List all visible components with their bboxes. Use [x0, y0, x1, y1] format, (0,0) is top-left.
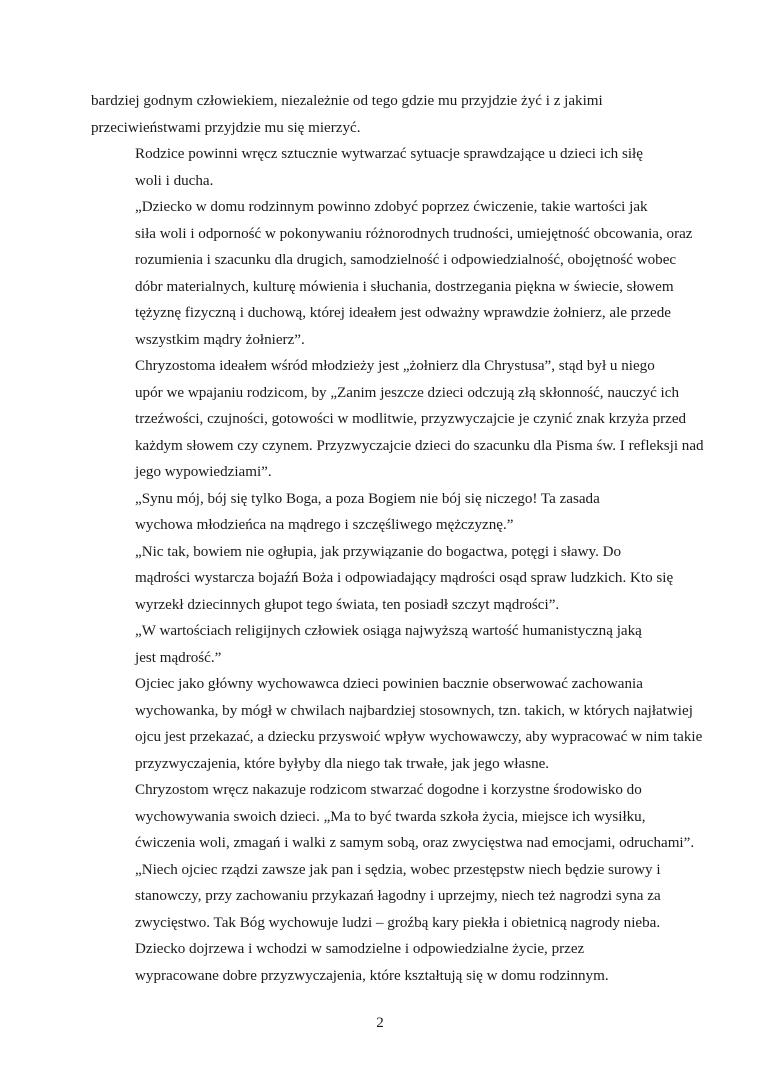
- text-line: każdym słowem czy czynem. Przyzwyczajcie dzieci do szacunku dla Pisma św. I refleksji nad: [135, 437, 704, 454]
- text-line: jest mądrość.”: [135, 649, 222, 666]
- text-line: dóbr materialnych, kulturę mówienia i słuchania, dostrzegania piękna w świecie, słowem: [135, 278, 674, 295]
- paragraph: [91, 936, 669, 989]
- paragraph: [91, 194, 693, 353]
- text-line: Dziecko dojrzewa i wchodzi w samodzielne i odpowiedzialne życie, przez: [135, 941, 585, 957]
- text-line: Rodzice powinni wręcz sztucznie wytwarzać sytuacje sprawdzające u dzieci ich siłę: [135, 146, 643, 162]
- text-line: stanowczy, przy zachowaniu przykazań łagodny i uprzejmy, niech też nagrodzi syna za: [135, 888, 661, 904]
- text-line: upór we wpajaniu rodzicom, by „Zanim jeszcze dzieci odczują złą skłonność, nauczyć ich: [135, 384, 679, 401]
- paragraph: [91, 486, 669, 539]
- text-line: Chryzostoma ideałem wśród młodzieży jest „żołnierz dla Chrystusa”, stąd był u niego: [135, 358, 655, 374]
- text-line: woli i ducha.: [135, 172, 214, 189]
- text-line: wypracowane dobre przyzwyczajenia, które kształtują się w domu rodzinnym.: [135, 967, 609, 984]
- text-line: zwycięstwo. Tak Bóg wychowuje ludzi – groźbą kary piekła i obietnicą nagrody nieba.: [135, 914, 661, 931]
- paragraph: [91, 141, 669, 194]
- text-line: mądrości wystarcza bojaźń Boża i odpowiadający mądrości osąd spraw ludzkich. Kto się: [135, 570, 674, 586]
- paragraph: [91, 353, 704, 486]
- text-line: przyzwyczajenia, które byłyby dla niego tak trwałe, jak jego własne.: [135, 755, 550, 772]
- text-line: tężyznę fizyczną i duchową, której ideałem jest odważny wprawdzie żołnierz, ale przede: [135, 305, 671, 321]
- paragraph: [91, 539, 674, 619]
- paragraph: [91, 777, 695, 936]
- paragraph: [91, 618, 669, 671]
- text-line: trzeźwości, czujności, gotowości w modlitwie, przyzwyczajcie je czynić znak krzyża przed: [135, 411, 687, 427]
- text-line: Chryzostom wręcz nakazuje rodzicom stwarzać dogodne i korzystne środowisko do: [135, 782, 642, 798]
- page-number: 2: [376, 1015, 384, 1031]
- text-line: wszystkim mądry żołnierz”.: [135, 331, 305, 348]
- text-line: rozumienia i szacunku dla drugich, samodzielność i odpowiedzialność, obojętność wobec: [135, 252, 677, 268]
- text-line: „Dziecko w domu rodzinnym powinno zdobyć poprzez ćwiczenie, takie wartości jak: [135, 199, 648, 215]
- text-line: wychowanka, by mógł w chwilach najbardziej stosownych, tzn. takich, w których najłatwiej: [135, 702, 693, 719]
- paragraph: [91, 671, 703, 777]
- text-line: wyrzekł dziecinnych głupot tego świata, ten posiadł szczyt mądrości”.: [135, 596, 560, 613]
- text-line: przeciwieństwami przyjdzie mu się mierzyć.: [91, 119, 361, 136]
- text-line: ojcu jest przekazać, a dziecku przyswoić wpływ wychowawczy, aby wypracować w nim takie: [135, 729, 703, 745]
- text-line: „Nic tak, bowiem nie ogłupia, jak przywiązanie do bogactwa, potęgi i sławy. Do: [135, 543, 622, 560]
- text-line: Ojciec jako główny wychowawca dzieci powinien bacznie obserwować zachowania: [135, 676, 643, 692]
- text-line: „Niech ojciec rządzi zawsze jak pan i sędzia, wobec przestępstw niech będzie surowy i: [135, 861, 661, 878]
- text-line: ćwiczenia woli, zmagań i walki z samym sobą, oraz zwycięstwa nad emocjami, odruchami”.: [135, 835, 695, 851]
- text-line: „Synu mój, bój się tylko Boga, a poza Bogiem nie bój się niczego! Ta zasada: [135, 490, 600, 507]
- text-line: „W wartościach religijnych człowiek osiąga najwyższą wartość humanistyczną jaką: [135, 623, 642, 639]
- text-line: jego wypowiedziami”.: [135, 464, 272, 480]
- text-line: siła woli i odporność w pokonywaniu różnorodnych trudności, umiejętność obcowania, oraz: [135, 225, 693, 242]
- paragraph: [91, 88, 669, 141]
- text-line: wychowywania swoich dzieci. „Ma to być twarda szkoła życia, miejsce ich wysiłku,: [135, 808, 646, 825]
- document-body: [91, 88, 704, 989]
- text-line: bardziej godnym człowiekiem, niezależnie od tego gdzie mu przyjdzie żyć i z jakimi: [91, 93, 603, 109]
- text-line: wychowa młodzieńca na mądrego i szczęśliwego mężczyznę.”: [135, 517, 514, 533]
